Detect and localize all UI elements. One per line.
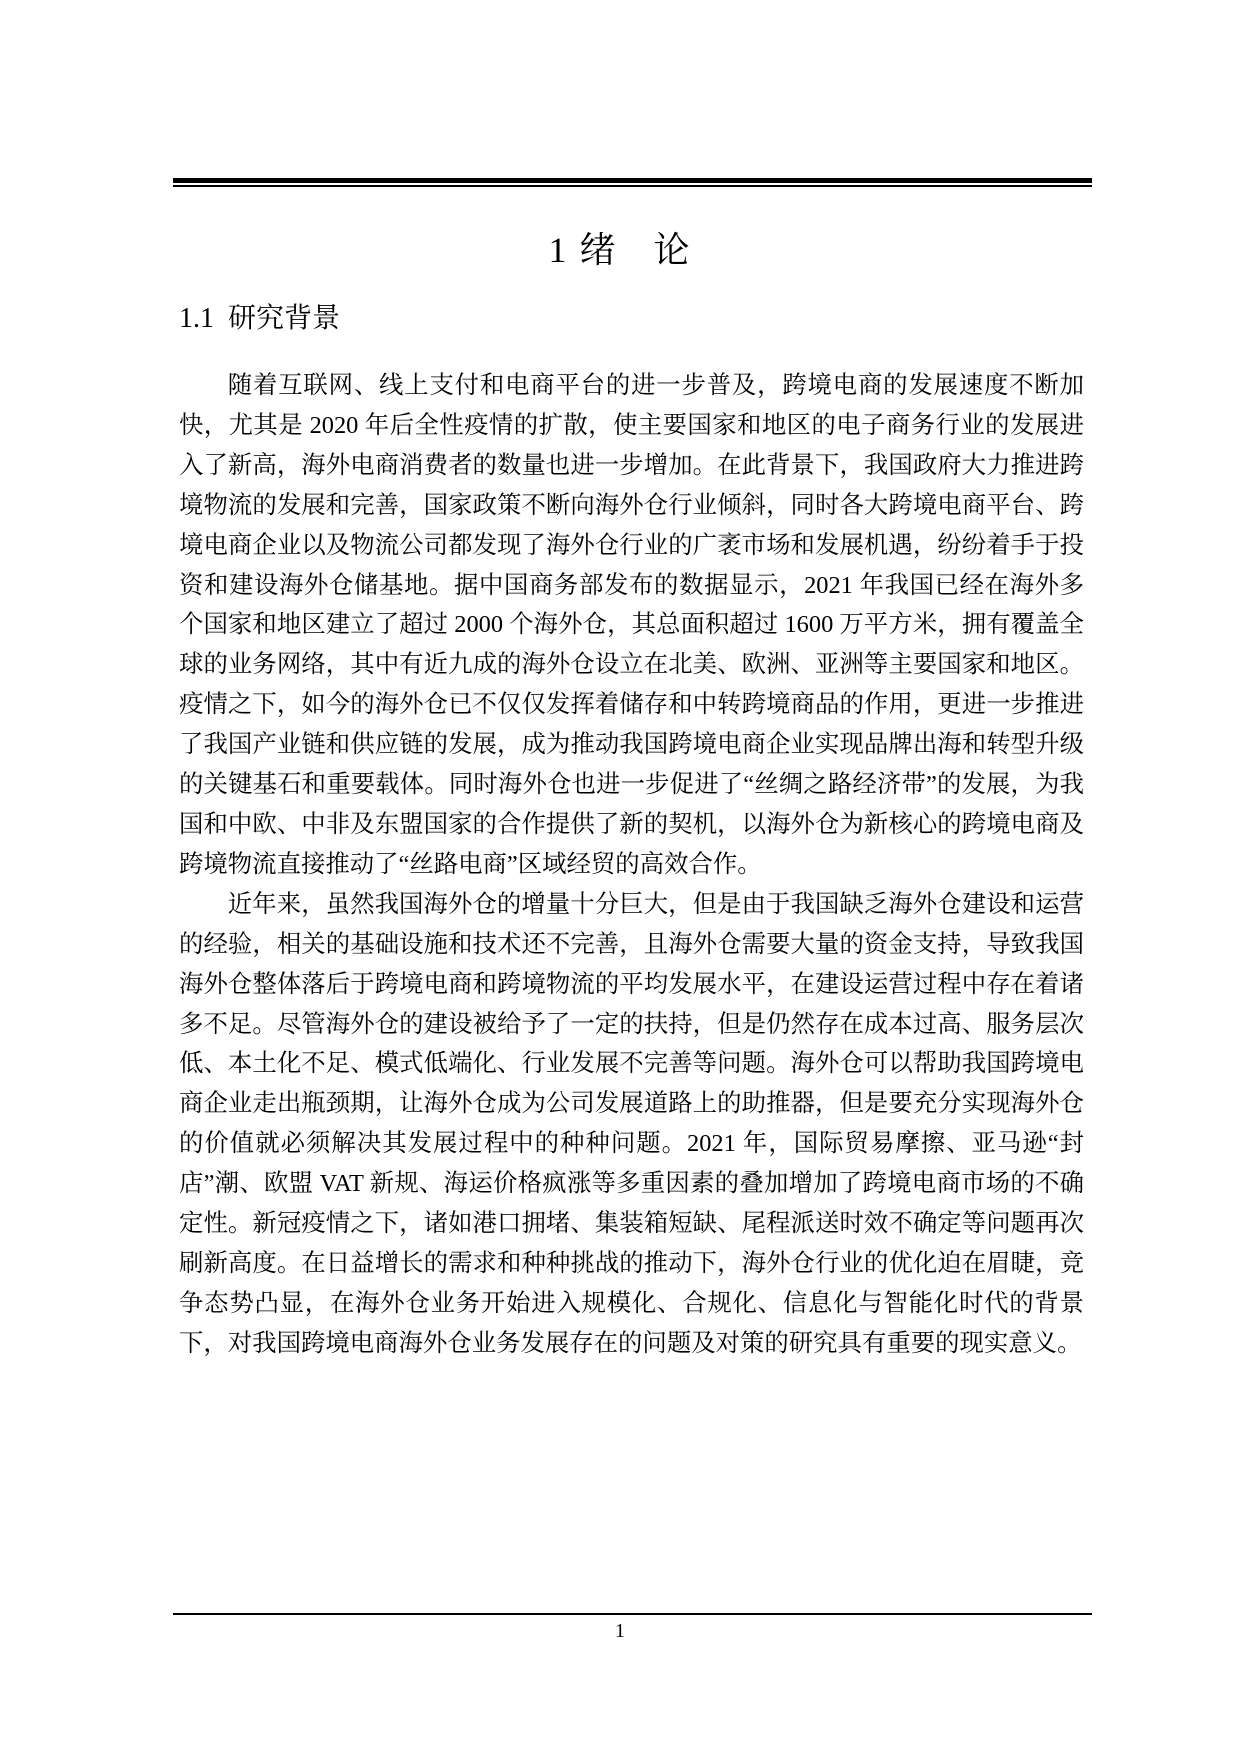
- header-rule-thin: [173, 185, 1092, 187]
- body-text: [179, 366, 1084, 1364]
- page-number: 1: [615, 1620, 625, 1642]
- paragraph: 近年来，虽然我国海外仓的增量十分巨大，但是由于我国缺乏海外仓建设和运营的经验，相关的基础设施和技术还不完善，且海外仓需要大量的资金支持，导致我国海外仓整体落后于跨境电商和跨境物流的平均发展水平，在建设运营过程中存在着诸多不足。尽管海外仓的建设被给予了一定的扶持，但是仍然存在成本过高、服务层次低、本土化不足、模式低端化、行业发展不完善等问题。海外仓可以帮助我国跨境电商企业走出瓶颈期，让海外仓成为公司发展道路上的助推器，但是要充分实现海外仓的价值就必须解决其发展过程中的种种问题。2021 年，国际贸易摩擦、亚马逊“封店”潮、欧盟 VAT 新规、海运价格疯涨等多重因素的叠加增加了跨境电商市场的不确定性。新冠疫情之下，诸如港口拥堵、集装箱短缺、尾程派送时效不确定等问题再次刷新高度。在日益增长的需求和种种挑战的推动下，海外仓行业的优化迫在眉睫，竞争态势凸显，在海外仓业务开始进入规模化、合规化、信息化与智能化时代的背景下，对我国跨境电商海外仓业务发展存在的问题及对策的研究具有重要的现实意义。: [179, 890, 1084, 1357]
- chapter-number: 1: [548, 230, 569, 270]
- section-heading: [179, 296, 340, 336]
- chapter-title-part1: 绪: [579, 230, 618, 270]
- chapter-title-part2: 论: [653, 230, 692, 270]
- chapter-title: [0, 222, 1240, 273]
- footer-rule: [173, 1613, 1092, 1615]
- header-rule-thick: [173, 178, 1092, 183]
- paragraph: 随着互联网、线上支付和电商平台的进一步普及，跨境电商的发展速度不断加快，尤其是 2020 年后全性疫情的扩散，使主要国家和地区的电子商务行业的发展进入了新高，海外电商消费者的数量也进一步增加。在此背景下，我国政府大力推进跨境物流的发展和完善，国家政策不断向海外仓行业倾斜，同时各大跨境电商平台、跨境电商企业以及物流公司都发现了海外仓行业的广袤市场和发展机遇，纷纷着手于投资和建设海外仓储基地。据中国商务部发布的数据显示，2021 年我国已经在海外多个国家和地区建立了超过 2000 个海外仓，其总面积超过 1600 万平方米，拥有覆盖全球的业务网络，其中有近九成的海外仓设立在北美、欧洲、亚洲等主要国家和地区。疫情之下，如今的海外仓已不仅仅发挥着储存和中转跨境商品的作用，更进一步推进了我国产业链和供应链的发展，成为推动我国跨境电商企业实现品牌出海和转型升级的关键基石和重要载体。同时海外仓也进一步促进了“丝绸之路经济带”的发展，为我国和中欧、中非及东盟国家的合作提供了新的契机，以海外仓为新核心的跨境电商及跨境物流直接推动了“丝路电商”区域经贸的高效合作。: [179, 372, 1084, 878]
- section-title: 研究背景: [228, 301, 341, 334]
- section-number: 1.1: [179, 303, 214, 334]
